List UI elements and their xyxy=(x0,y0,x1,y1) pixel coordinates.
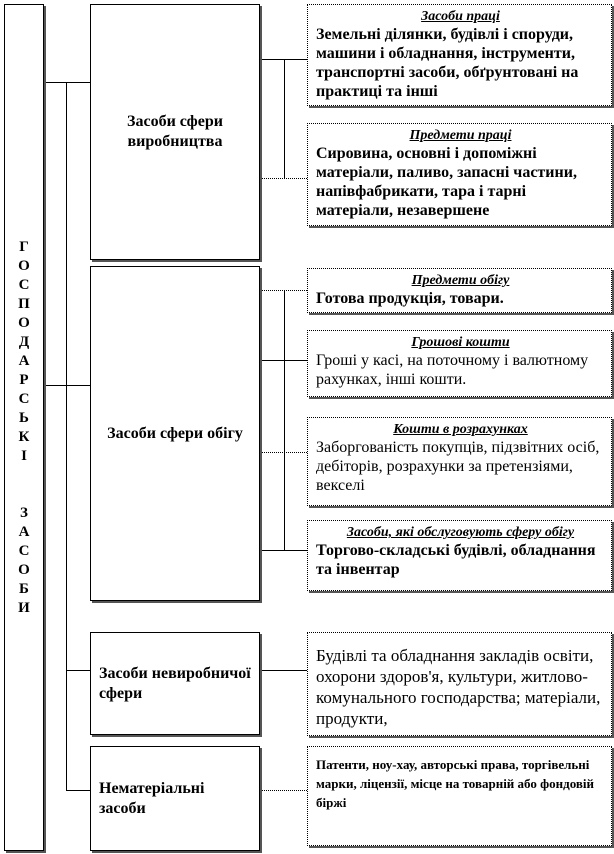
detail-box xyxy=(307,123,612,226)
connector xyxy=(260,59,307,60)
category-label: Засоби сфери виробництва xyxy=(127,113,223,150)
category-circulation xyxy=(90,266,260,601)
category-label: Засоби сфери обігу xyxy=(107,424,243,442)
detail-text: Патенти, ноу-хау, авторські права, торгівельні марки, ліцензії, місце на товарній або фондовій біржі xyxy=(316,757,594,810)
category-label: Нематеріальні засоби xyxy=(99,779,205,817)
detail-box xyxy=(307,268,612,313)
detail-box xyxy=(307,632,612,736)
detail-box xyxy=(307,520,612,591)
detail-title: Засоби, які обслуговують сферу обігу xyxy=(346,525,575,540)
detail-box xyxy=(307,417,612,506)
detail-text: Готова продукція, товари. xyxy=(316,290,504,307)
detail-title: Кошти в розрахунках xyxy=(393,422,528,437)
detail-title: Предмети обігу xyxy=(411,273,510,288)
detail-text: Сировина, основні і допоміжні матеріали, паливо, запасні частини, напівфабрикати, тара і тарні матеріали, незавершене xyxy=(316,145,577,219)
detail-text: Гроші у касі, на поточному і валютному рахунках, інші кошти. xyxy=(316,352,589,388)
connector xyxy=(44,385,90,386)
connector xyxy=(66,790,90,791)
detail-text: Земельні ділянки, будівлі і споруди, машини і обладнання, інструменти, транспортні засоби, обґрунтовані на практиці та інші xyxy=(316,26,579,100)
category-production xyxy=(90,4,260,260)
trunk-line xyxy=(284,290,285,550)
connector xyxy=(260,360,307,361)
root-box xyxy=(4,4,44,851)
category-nonproduction xyxy=(90,632,260,735)
detail-title: Предмети праці xyxy=(409,128,512,143)
detail-box xyxy=(307,746,612,846)
detail-title: Засоби праці xyxy=(421,9,500,24)
connector xyxy=(260,452,307,453)
connector xyxy=(44,82,90,83)
detail-text: Будівлі та обладнання закладів освіти, охорони здоров'я, культури, житлово-комунального господарства; матеріали, продукти, xyxy=(316,646,601,728)
connector xyxy=(260,290,307,291)
trunk-line xyxy=(284,59,285,178)
connector xyxy=(66,670,90,671)
connector xyxy=(260,550,307,551)
detail-title: Грошові кошти xyxy=(411,335,510,350)
connector xyxy=(260,670,307,671)
trunk-line xyxy=(66,82,67,790)
root-label: Г О С П О Д А Р С Ь К І З А С О Б И xyxy=(18,238,30,616)
category-intangible xyxy=(90,746,260,851)
detail-text: Заборгованість покупців, підзвітних осіб, дебіторів, розрахунки за претензіями, векселі xyxy=(316,439,600,494)
detail-box xyxy=(307,4,612,106)
connector xyxy=(260,178,307,179)
detail-box xyxy=(307,330,612,397)
category-label: Засоби невиробничої сфери xyxy=(99,664,251,702)
connector xyxy=(260,790,307,791)
detail-text: Торгово-складські будівлі, обладнання та інвентар xyxy=(316,542,596,578)
